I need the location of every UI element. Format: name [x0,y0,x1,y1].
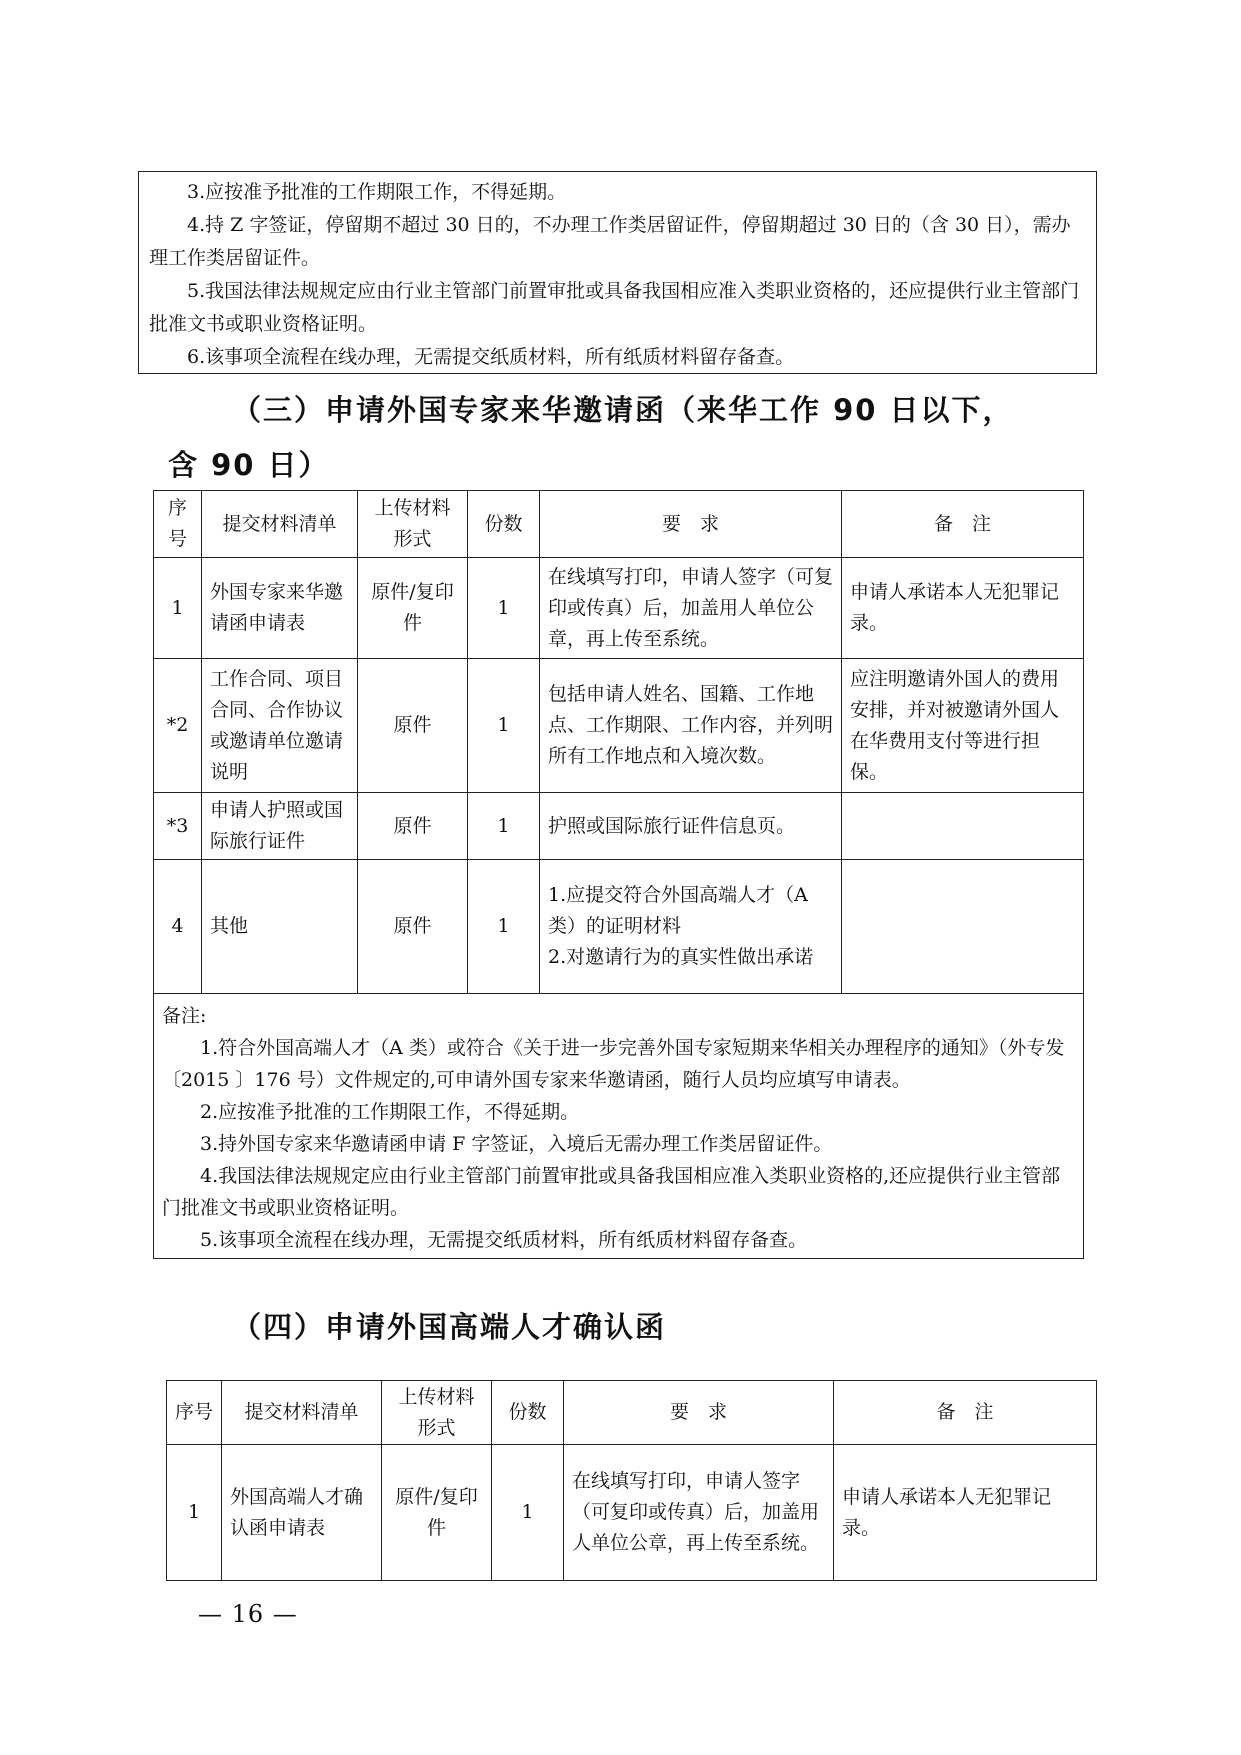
section4-heading: （四）申请外国高端人才确认函 [232,1310,667,1344]
row-no: 1 [167,1445,222,1581]
row-item: 外国高端人才确认函申请表 [222,1445,382,1581]
row-item: 申请人护照或国际旅行证件 [202,793,358,860]
header-no: 序号 [154,491,202,558]
note-item: 1.符合外国高端人才（A 类）或符合《关于进一步完善外国专家短期来华相关办理程序的通知》（外专发〔2015 〕176 号）文件规定的,可申请外国专家来华邀请函，随行人员均应填写申请表。 [162,1037,1065,1091]
section3-table [153,490,1084,1259]
top-note-6: 6.该事项全流程在线办理，无需提交纸质材料，所有纸质材料留存备查。 [187,346,795,368]
header-count: 份数 [492,1381,564,1445]
table-row [154,659,1084,793]
row-note: 申请人承诺本人无犯罪记录。 [834,1445,1097,1581]
top-notes-box [138,171,1097,374]
row-note [842,860,1084,994]
row-note [842,793,1084,860]
top-note-4: 4.持 Z 字签证，停留期不超过 30 日的，不办理工作类居留证件，停留期超过 30 日的（含 30 日），需办理工作类居留证件。 [149,214,1071,269]
row-requirement: 在线填写打印，申请人签字（可复印或传真）后，加盖用人单位公章，再上传至系统。 [540,558,842,659]
header-no: 序号 [167,1381,222,1445]
note-item: 2.应按准予批准的工作期限工作，不得延期。 [200,1101,580,1123]
row-form: 原件 [358,860,468,994]
row-form: 原件/复印件 [358,558,468,659]
row-requirement [540,860,842,994]
notes-cell [154,994,1084,1259]
row-count: 1 [468,860,540,994]
header-form: 上传材料形式 [358,491,468,558]
row-form: 原件/复印件 [382,1445,492,1581]
note-item: 4.我国法律法规规定应由行业主管部门前置审批或具备我国相应准入类职业资格的,还应提供行业主管部门批准文书或职业资格证明。 [162,1165,1061,1219]
row-no: *3 [154,793,202,860]
row-count: 1 [468,558,540,659]
table-header-row [154,491,1084,558]
section3-heading-line1: （三）申请外国专家来华邀请函（来华工作 90 日以下， [232,393,1014,427]
header-count: 份数 [468,491,540,558]
row-no: 4 [154,860,202,994]
table-row [154,558,1084,659]
section3-heading-line2: 含 90 日） [168,448,330,482]
row-count: 1 [468,793,540,860]
header-requirement: 要 求 [540,491,842,558]
row-count: 1 [468,659,540,793]
row-no: *2 [154,659,202,793]
table-header-row [167,1381,1097,1445]
row-requirement: 在线填写打印，申请人签字（可复印或传真）后，加盖用人单位公章，再上传至系统。 [564,1445,834,1581]
table-row [154,860,1084,994]
row-requirement: 护照或国际旅行证件信息页。 [540,793,842,860]
header-item: 提交材料清单 [222,1381,382,1445]
table-row [167,1445,1097,1581]
row-note: 申请人承诺本人无犯罪记录。 [842,558,1084,659]
row-count: 1 [492,1445,564,1581]
note-item: 3.持外国专家来华邀请函申请 F 字签证，入境后无需办理工作类居留证件。 [200,1133,833,1155]
section4-table [166,1380,1097,1581]
top-note-3: 3.应按准予批准的工作期限工作，不得延期。 [187,181,567,203]
row-no: 1 [154,558,202,659]
header-requirement: 要 求 [564,1381,834,1445]
header-form: 上传材料形式 [382,1381,492,1445]
row-item: 外国专家来华邀请函申请表 [202,558,358,659]
page-number: — 16 — [198,1600,298,1628]
requirement-line: 2.对邀请行为的真实性做出承诺 [548,946,814,968]
top-note-5: 5.我国法律法规规定应由行业主管部门前置审批或具备我国相应准入类职业资格的，还应提供行业主管部门批准文书或职业资格证明。 [149,280,1080,335]
header-note: 备 注 [834,1381,1097,1445]
note-item: 5.该事项全流程在线办理，无需提交纸质材料，所有纸质材料留存备查。 [200,1229,808,1251]
row-item: 其他 [202,860,358,994]
row-item: 工作合同、项目合同、合作协议或邀请单位邀请说明 [202,659,358,793]
row-note: 应注明邀请外国人的费用安排，并对被邀请外国人在华费用支付等进行担保。 [842,659,1084,793]
header-note: 备 注 [842,491,1084,558]
row-form: 原件 [358,793,468,860]
requirement-line: 1.应提交符合外国高端人才（A 类）的证明材料 [548,884,808,937]
notes-row [154,994,1084,1259]
row-form: 原件 [358,659,468,793]
table-row [154,793,1084,860]
notes-label: 备注: [162,1005,207,1027]
row-requirement: 包括申请人姓名、国籍、工作地点、工作期限、工作内容，并列明所有工作地点和入境次数。 [540,659,842,793]
header-item: 提交材料清单 [202,491,358,558]
